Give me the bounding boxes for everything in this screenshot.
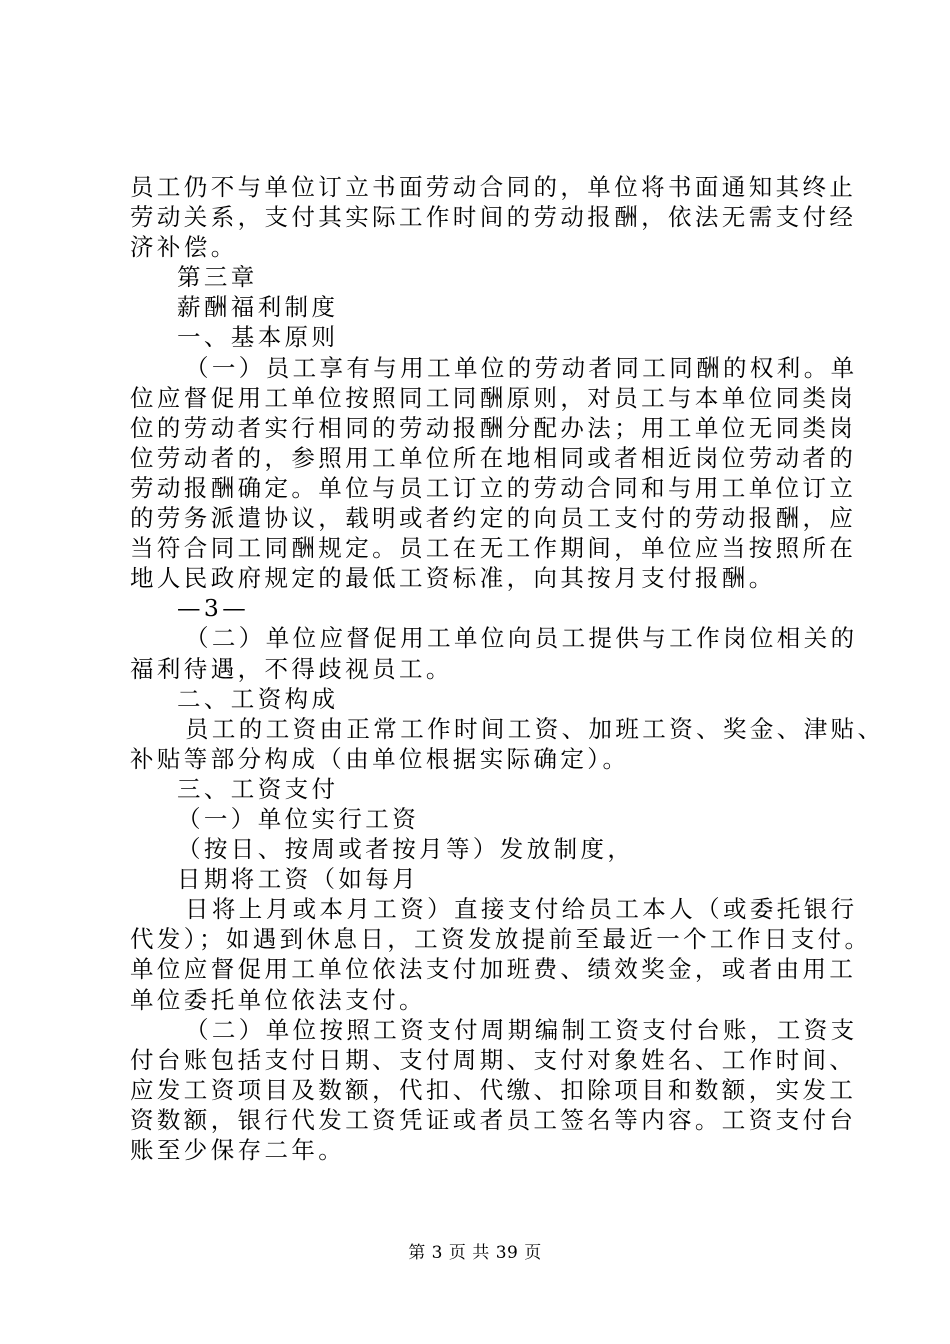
text-line: 劳动关系，支付其实际工作时间的劳动报酬，依法无需支付经 bbox=[130, 203, 857, 232]
text-line: 福利待遇，不得歧视员工。 bbox=[130, 654, 453, 683]
text-line: 补贴等部分构成（由单位根据实际确定）。 bbox=[130, 744, 630, 773]
text-line: （二）单位按照工资支付周期编制工资支付台账，工资支 bbox=[185, 1015, 858, 1044]
text-line: （一）员工享有与用工单位的劳动者同工同酬的权利。单 bbox=[185, 353, 858, 382]
text-line: 日将上月或本月工资）直接支付给员工本人（或委托银行 bbox=[185, 895, 858, 924]
text-line: 账至少保存二年。 bbox=[130, 1136, 346, 1164]
text-line: （按日、按周或者按月等）发放制度， bbox=[177, 835, 635, 864]
chapter-heading: 第三章 bbox=[177, 263, 258, 292]
text-line: （二）单位应督促用工单位向员工提供与工作岗位相关的 bbox=[185, 624, 858, 653]
chapter-title: 薪酬福利制度 bbox=[177, 293, 339, 322]
text-line: 单位应督促用工单位依法支付加班费、绩效奖金，或者由用工 bbox=[130, 955, 857, 984]
page-number: 第 3 页 共 39 页 bbox=[408, 1243, 542, 1263]
text-line: 地人民政府规定的最低工资标准，向其按月支付报酬。 bbox=[130, 564, 776, 593]
text-line: 员工的工资由正常工作时间工资、加班工资、奖金、津贴、 bbox=[185, 714, 885, 743]
document-body bbox=[130, 172, 885, 1165]
text-line: 资数额，银行代发工资凭证或者员工签名等内容。工资支付台 bbox=[130, 1105, 857, 1134]
section-heading: 一、基本原则 bbox=[177, 323, 339, 352]
text-line: 应发工资项目及数额，代扣、代缴、扣除项目和数额，实发工 bbox=[130, 1075, 857, 1104]
text-line: 员工仍不与单位订立书面劳动合同的，单位将书面通知其终止 bbox=[130, 173, 857, 201]
text-line: 位的劳动者实行相同的劳动报酬分配办法；用工单位无同类岗 bbox=[130, 413, 857, 442]
text-line: （一）单位实行工资 bbox=[177, 804, 420, 833]
text-line: 代发）；如遇到休息日，工资发放提前至最近一个工作日支付。 bbox=[130, 925, 872, 954]
text-line: 位应督促用工单位按照同工同酬原则，对员工与本单位同类岗 bbox=[130, 383, 857, 412]
text-line: 当符合同工同酬规定。员工在无工作期间，单位应当按照所在 bbox=[130, 534, 857, 563]
inline-page-marker: —3— bbox=[177, 594, 250, 623]
text-line: 付台账包括支付日期、支付周期、支付对象姓名、工作时间、 bbox=[130, 1045, 857, 1074]
page-footer bbox=[0, 1238, 950, 1263]
section-heading: 三、工资支付 bbox=[177, 774, 339, 803]
text-line: 位劳动者的，参照用工单位所在地相同或者相近岗位劳动者的 bbox=[130, 443, 857, 472]
section-heading: 二、工资构成 bbox=[177, 684, 339, 713]
text-line: 济补偿。 bbox=[130, 233, 238, 262]
text-line: 单位委托单位依法支付。 bbox=[130, 985, 426, 1014]
text-line: 日期将工资（如每月 bbox=[177, 865, 420, 894]
text-line: 的劳务派遣协议，载明或者约定的向员工支付的劳动报酬，应 bbox=[130, 504, 857, 533]
text-line: 劳动报酬确定。单位与员工订立的劳动合同和与用工单位订立 bbox=[130, 473, 857, 502]
